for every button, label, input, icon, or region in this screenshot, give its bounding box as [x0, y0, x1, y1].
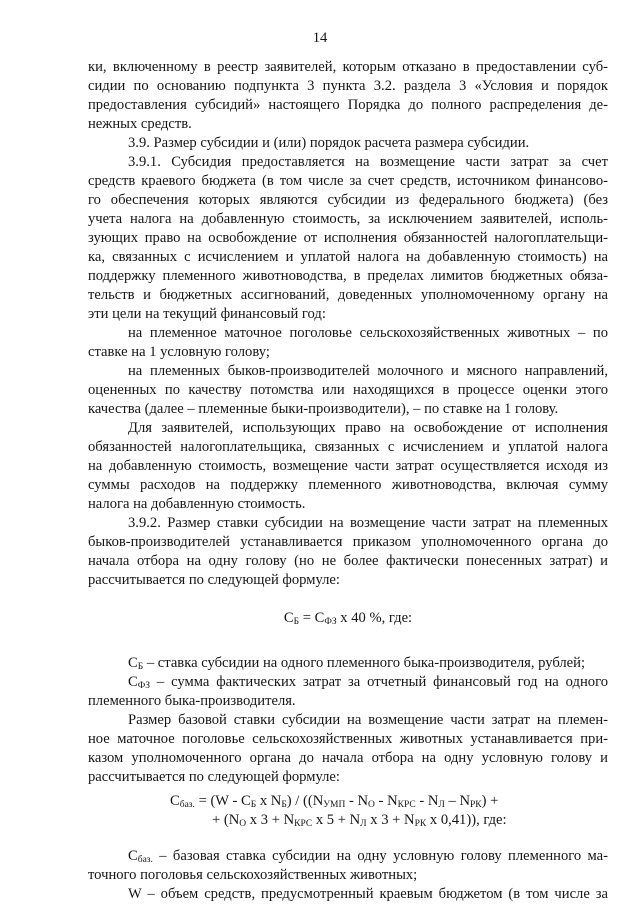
paragraph-vat — [88, 419, 608, 514]
text-line: качества (далее – племенные быки-производители), – по ставке на 1 голову. — [88, 401, 559, 417]
text-line: учета налога на добавленную стоимость, за исключением заявителей, исполь- — [88, 211, 608, 227]
text-line: тельств и бюджетных ассигнований, доведенных уполномоченному органу на — [88, 287, 608, 303]
text-line: ное маточное поголовье сельскохозяйственных животных устанавливается при- — [88, 731, 608, 747]
text-line: Для заявителей, использующих право на освобождение от исполнения — [128, 420, 608, 436]
text-line: суммы расходов на поддержку племенного животноводства, включая сумму — [88, 477, 608, 493]
list-item-breeding-stock — [88, 324, 608, 362]
text-line: W – объем средств, предусмотренный краевым бюджетом (в том числе за — [128, 886, 608, 902]
text-line: 3.9. Размер субсидии и (или) порядок расчета размера субсидии. — [128, 135, 530, 151]
paragraph-3-9-2 — [88, 514, 608, 590]
formula-bull-rate — [88, 609, 608, 628]
list-item-breeding-bulls — [88, 362, 608, 419]
text-line: средств краевого бюджета (в том числе за счет средств, источником финансово- — [88, 173, 608, 189]
text-line: племенного быка-производителя. — [88, 693, 296, 709]
definition-cbaz — [88, 847, 608, 885]
page-number: 14 — [312, 30, 328, 46]
text-line: на племенных быков-производителей молочного и мясного направлений, — [128, 363, 608, 379]
text-line: 3.9.2. Размер ставки субсидии на возмещение части затрат на племенных — [128, 515, 608, 531]
text-line: точного поголовья сельскохозяйственных животных; — [88, 867, 418, 883]
formula-base-rate — [170, 792, 590, 830]
paragraph-continuation — [88, 58, 608, 134]
text-line: начала отбора на одну голову (но не более фактически понесенных затрат) и — [88, 553, 608, 569]
definition-cb — [88, 654, 608, 673]
text-line: зующих право на освобождение от исполнения обязанностей налогоплательщи- — [88, 230, 608, 246]
text-line: предоставления субсидий» настоящего Порядка до полного распределения де- — [88, 97, 608, 113]
text-line: $С_{баз.}$ – базовая ставка субсидии на одну условную голову племенного ма- — [128, 848, 608, 865]
text-line: быков-производителей устанавливается приказом уполномоченного органа до — [88, 534, 608, 550]
paragraph-base-rate — [88, 711, 608, 787]
section-3-9-heading — [88, 134, 608, 153]
text-line: $С_{ФЗ}$ – сумма фактических затрат за отчетный финансовый год на одного — [128, 674, 608, 691]
text-line: рассчитывается по следующей формуле: — [88, 572, 340, 588]
text-line: на добавленную стоимость, возмещение части затрат осуществляется исходя из — [88, 458, 608, 474]
text-line: ка, связанных с исчислением и уплатой налога на добавленную стоимость) на — [88, 249, 608, 265]
text-line: налога на добавленную стоимость. — [88, 496, 306, 512]
text-line: обязанностей налогоплательщика, связанных с исчислением и уплатой налога — [88, 439, 608, 455]
text-line: рассчитывается по следующей формуле: — [88, 769, 340, 785]
text-line: го обеспечения которых являются субсидии из федерального бюджета) (без — [88, 192, 608, 208]
paragraph-3-9-1 — [88, 153, 608, 324]
text-line: 3.9.1. Субсидия предоставляется на возмещение части затрат за счет — [128, 154, 608, 170]
text-line: Размер базовой ставки субсидии на возмещение части затрат на племен- — [128, 712, 608, 728]
text-line: казом уполномоченного органа до начала отбора на одну условную голову и — [88, 750, 608, 766]
text-line: оцененных по качеству потомства или находящихся в процессе оценки этого — [88, 382, 608, 398]
text-line: на племенное маточное поголовье сельскохозяйственных животных – по — [128, 325, 608, 341]
text-line: поддержку племенного животноводства, в пределах лимитов бюджетных обяза- — [88, 268, 608, 284]
formula-line: $С_Б = С_{ФЗ}$ х 40 %, где: — [283, 610, 413, 627]
text-line: нежных средств. — [88, 116, 192, 132]
definition-w — [88, 885, 608, 904]
text-line: $С_Б$ – ставка субсидии на одного племенного быка-производителя, рублей; — [128, 655, 586, 672]
text-line: сидии по основанию подпункта 3 пункта 3.2. раздела 3 «Условия и порядок — [88, 78, 608, 94]
text-line: ставке на 1 условную голову; — [88, 344, 270, 360]
definition-cfz — [88, 673, 608, 711]
formula-line-1: $С_{баз.} = (W - С_Б$ x $N_Б) / ((N_{УМП} - N_О - N_{КРС} - N_Л - N_{РК})$ + — [170, 793, 499, 810]
text-line: эти цели на текущий финансовый год: — [88, 306, 326, 322]
formula-line-2: + ($N_О$ х $3 + N_{КРС}$ х $5 + N_Л$ х $3 + N_{РК}$ х 0,41)), где: — [212, 812, 507, 829]
text-line: ки, включенному в реестр заявителей, которым отказано в предоставлении суб- — [88, 59, 608, 75]
